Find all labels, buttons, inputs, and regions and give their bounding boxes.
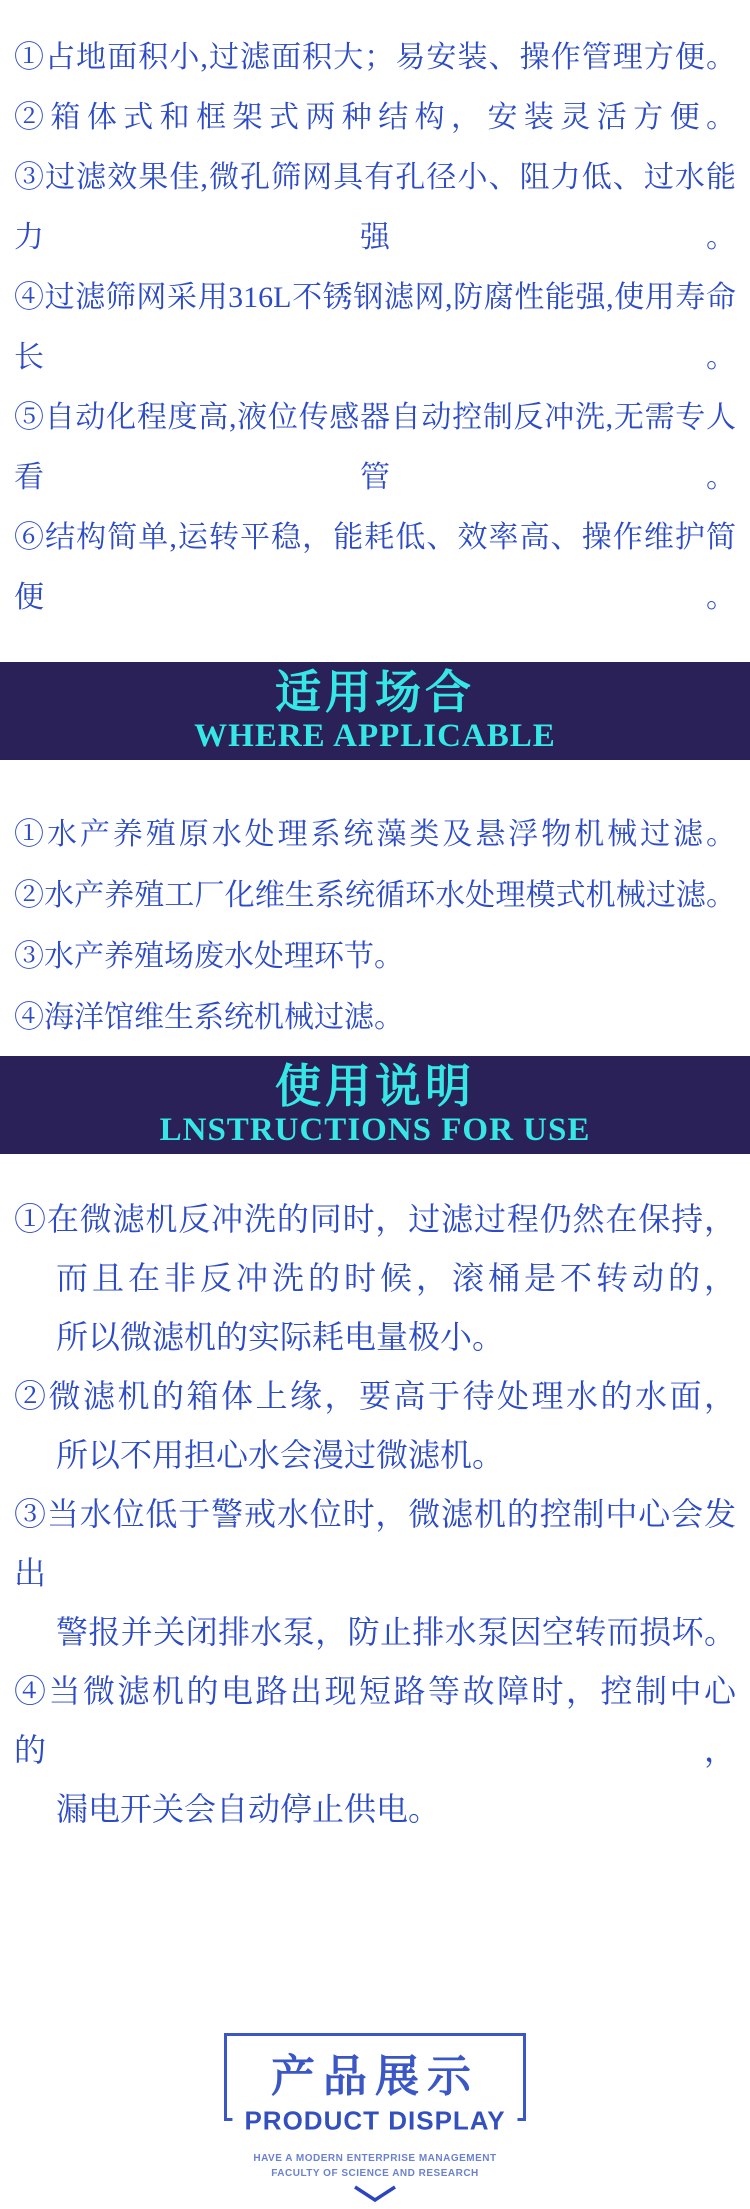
tagline-line: HAVE A MODERN ENTERPRISE MANAGEMENT (253, 2153, 497, 2164)
product-display-taglines (0, 2151, 750, 2181)
instructions-banner (0, 1056, 750, 1154)
usage-line: 所以不用担心水会漫过微滤机。 (56, 1437, 505, 1473)
usage-line: ①在微滤机反冲洗的同时，过滤过程仍然在保持， (14, 1201, 736, 1237)
instructions-title-en: LNSTRUCTIONS FOR USE (159, 1112, 591, 1148)
tagline-line: FACULTY OF SCIENCE AND RESEARCH (271, 2168, 479, 2179)
product-display-section (0, 2033, 750, 2209)
usage-line: ③当水位低于警戒水位时，微滤机的控制中心会发出 (14, 1496, 736, 1591)
feature-item: ③过滤效果佳,微孔筛网具有孔径小、阻力低、过水能力强。 (14, 161, 736, 254)
usage-list (0, 1154, 750, 1839)
usage-item (14, 1662, 736, 1839)
feature-item: ⑤自动化程度高,液位传感器自动控制反冲洗,无需专人看管。 (14, 401, 736, 494)
usage-line: ④当微滤机的电路出现短路等故障时，控制中心的， (14, 1673, 736, 1768)
feature-list (0, 0, 750, 628)
feature-item: ②箱体式和框架式两种结构，安装灵活方便。 (14, 101, 736, 134)
application-item: ③水产养殖场废水处理环节。 (14, 940, 404, 973)
feature-item: ①占地面积小,过滤面积大；易安装、操作管理方便。 (14, 41, 736, 74)
instructions-title-cn: 使用说明 (275, 1060, 475, 1112)
feature-item: ④过滤筛网采用316L不锈钢滤网,防腐性能强,使用寿命长。 (14, 281, 736, 374)
application-item: ④海洋馆维生系统机械过滤。 (14, 1001, 404, 1034)
usage-item (14, 1367, 736, 1485)
product-display-title: 产品展示 (271, 2052, 479, 2101)
application-item: ②水产养殖工厂化维生系统循环水处理模式机械过滤。 (14, 879, 736, 912)
usage-line: 警报并关闭排水泵，防止排水泵因空转而损坏。 (56, 1614, 736, 1650)
usage-line: ②微滤机的箱体上缘，要高于待处理水的水面， (14, 1378, 736, 1414)
application-list (0, 760, 750, 1048)
where-applicable-banner (0, 662, 750, 760)
feature-item: ⑥结构简单,运转平稳，能耗低、效率高、操作维护简便。 (14, 521, 736, 614)
application-item: ①水产养殖原水处理系统藻类及悬浮物机械过滤。 (14, 818, 736, 851)
where-applicable-title-cn: 适用场合 (275, 666, 475, 718)
usage-line: 所以微滤机的实际耗电量极小。 (56, 1319, 505, 1355)
product-display-box (224, 2033, 526, 2136)
where-applicable-title-en: WHERE APPLICABLE (194, 718, 556, 754)
usage-item (14, 1485, 736, 1662)
product-display-subtitle: PRODUCT DISPLAY (232, 2106, 517, 2137)
usage-line: 而且在非反冲洗的时候，滚桶是不转动的， (56, 1260, 736, 1296)
usage-item (14, 1190, 736, 1367)
usage-line: 漏电开关会自动停止供电。 (56, 1791, 441, 1827)
chevron-down-icon (352, 2184, 398, 2204)
